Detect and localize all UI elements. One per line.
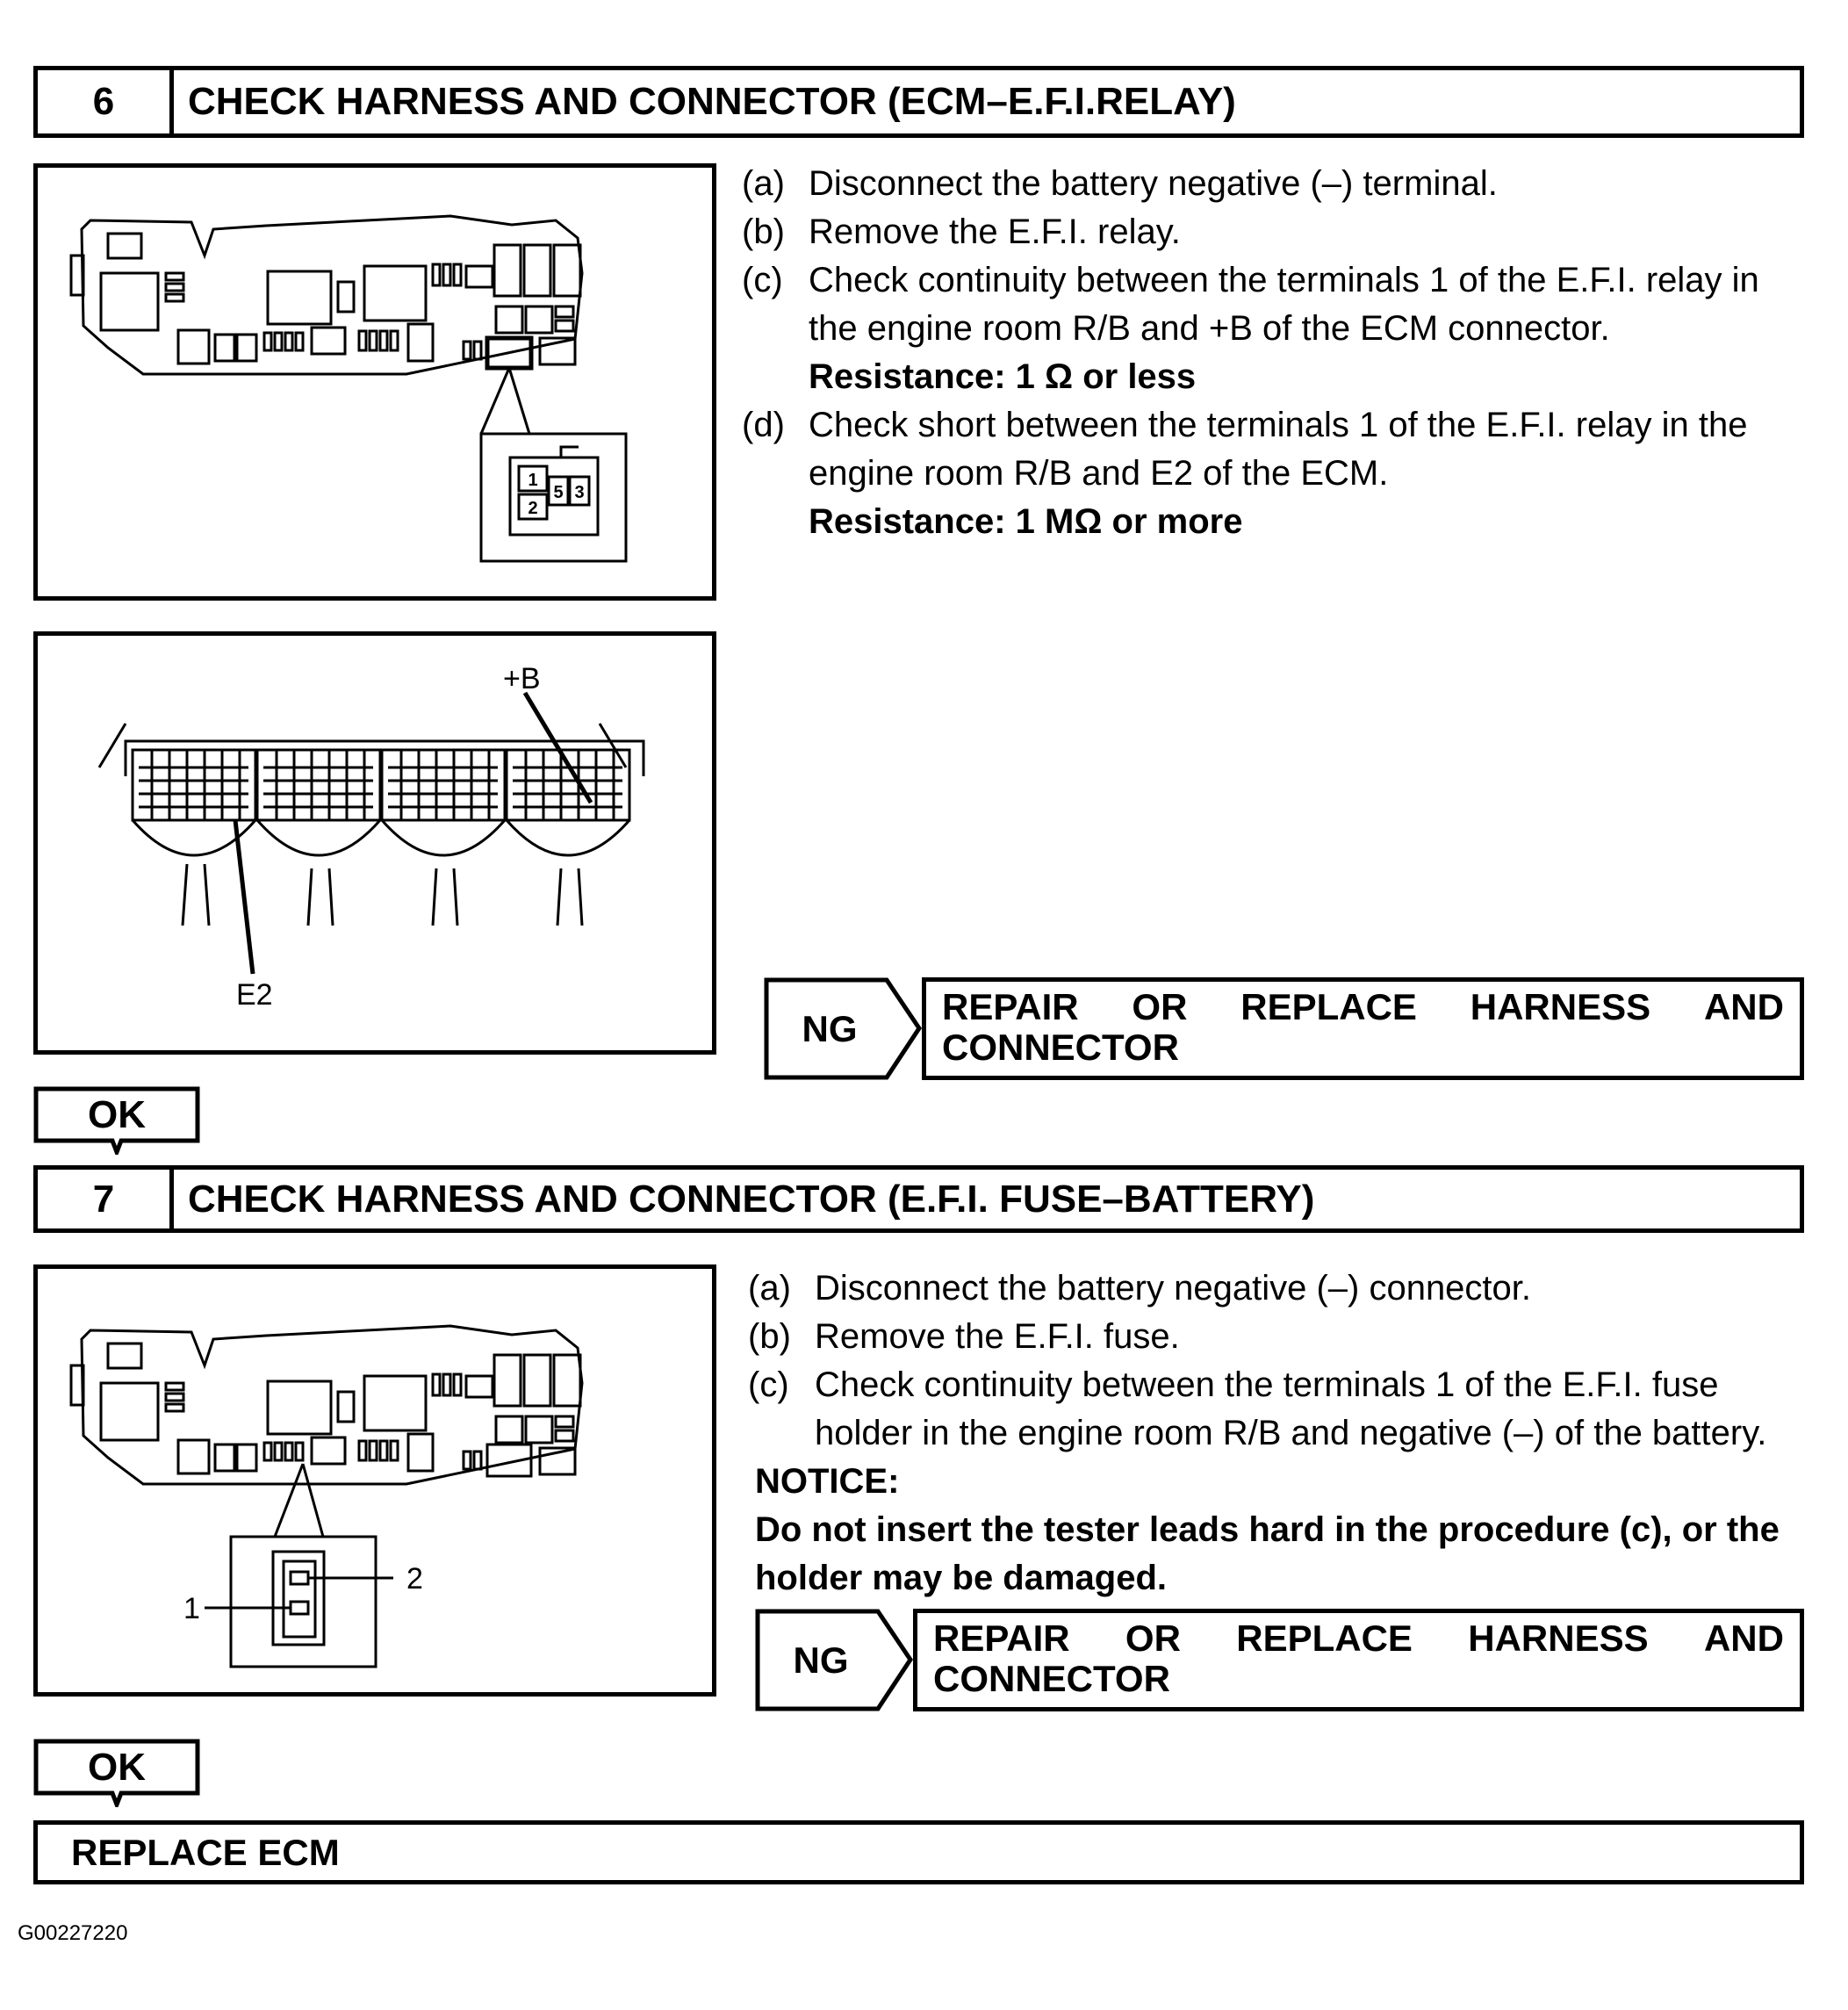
spec-6c: Resistance: 1 Ω or less xyxy=(809,357,1197,396)
notice-block xyxy=(755,1458,1808,1603)
instruction-7b: (b) Remove the E.F.I. fuse. xyxy=(748,1317,1180,1356)
relay-terminal-3: 3 xyxy=(574,483,585,502)
step-7-instructions xyxy=(748,1264,1810,1458)
instruction-6d: (d) Check short between the terminals 1 of the E.F.I. relay in the engine room R/B and E2 of the ECM. xyxy=(742,406,1748,493)
step-7-ng-tag xyxy=(755,1609,913,1711)
instruction-7c: (c) Check continuity between the terminals 1 of the E.F.I. fuse holder in the engine room R/B and negative (–) of the battery. xyxy=(748,1365,1767,1452)
step-6-number: 6 xyxy=(38,70,174,133)
instruction-7a: (a) Disconnect the battery negative (–) connector. xyxy=(748,1269,1532,1308)
step-7-ok-tag xyxy=(33,1739,200,1807)
step-6-ng-box xyxy=(764,977,1804,1080)
step-7-ok-label: OK xyxy=(88,1746,146,1789)
notice-text: Do not insert the tester leads hard in the procedure (c), or the holder may be damaged. xyxy=(755,1510,1780,1597)
instruction-6a: (a) Disconnect the battery negative (–) terminal. xyxy=(742,164,1498,203)
step-7-ng-action: REPAIR OR REPLACE HARNESS AND CONNECTOR xyxy=(913,1609,1804,1711)
replace-ecm-box: REPLACE ECM xyxy=(33,1820,1804,1884)
ecm-connector-figure xyxy=(33,631,716,1055)
fuse-terminal-1: 1 xyxy=(183,1592,200,1625)
step-7-ng-label: NG xyxy=(793,1639,849,1681)
step-6-header xyxy=(33,66,1804,138)
fuse-block-figure xyxy=(33,1264,716,1697)
step-6-ok-tag xyxy=(33,1086,200,1155)
fuse-terminal-2: 2 xyxy=(406,1562,423,1596)
step-6-ng-label: NG xyxy=(802,1007,858,1049)
step-7-ng-box xyxy=(755,1609,1804,1711)
notice-title: NOTICE: xyxy=(755,1462,900,1501)
ecm-plus-b-label: +B xyxy=(503,662,541,695)
step-6-ng-tag xyxy=(764,977,922,1080)
relay-terminal-2: 2 xyxy=(528,499,538,518)
step-6-ng-action: REPAIR OR REPLACE HARNESS AND CONNECTOR xyxy=(922,977,1804,1080)
step-7-title: CHECK HARNESS AND CONNECTOR (E.F.I. FUSE–BATTERY) xyxy=(188,1177,1315,1221)
instruction-6b: (b) Remove the E.F.I. relay. xyxy=(742,213,1181,251)
step-6-title: CHECK HARNESS AND CONNECTOR (ECM–E.F.I.RELAY) xyxy=(188,80,1236,123)
step-7-number: 7 xyxy=(38,1170,174,1228)
instruction-6c: (c) Check continuity between the terminals 1 of the E.F.I. relay in the engine room R/B and +B of the ECM connector. xyxy=(742,261,1759,348)
relay-terminal-1: 1 xyxy=(528,471,538,490)
figure-code: G00227220 xyxy=(18,1921,128,1945)
relay-block-figure xyxy=(33,163,716,601)
spec-6d: Resistance: 1 MΩ or more xyxy=(809,502,1243,541)
step-6-ok-label: OK xyxy=(88,1093,146,1136)
ecm-e2-label: E2 xyxy=(236,978,273,1012)
relay-terminal-5: 5 xyxy=(553,483,564,502)
step-7-header xyxy=(33,1165,1804,1233)
step-6-instructions xyxy=(742,160,1808,546)
